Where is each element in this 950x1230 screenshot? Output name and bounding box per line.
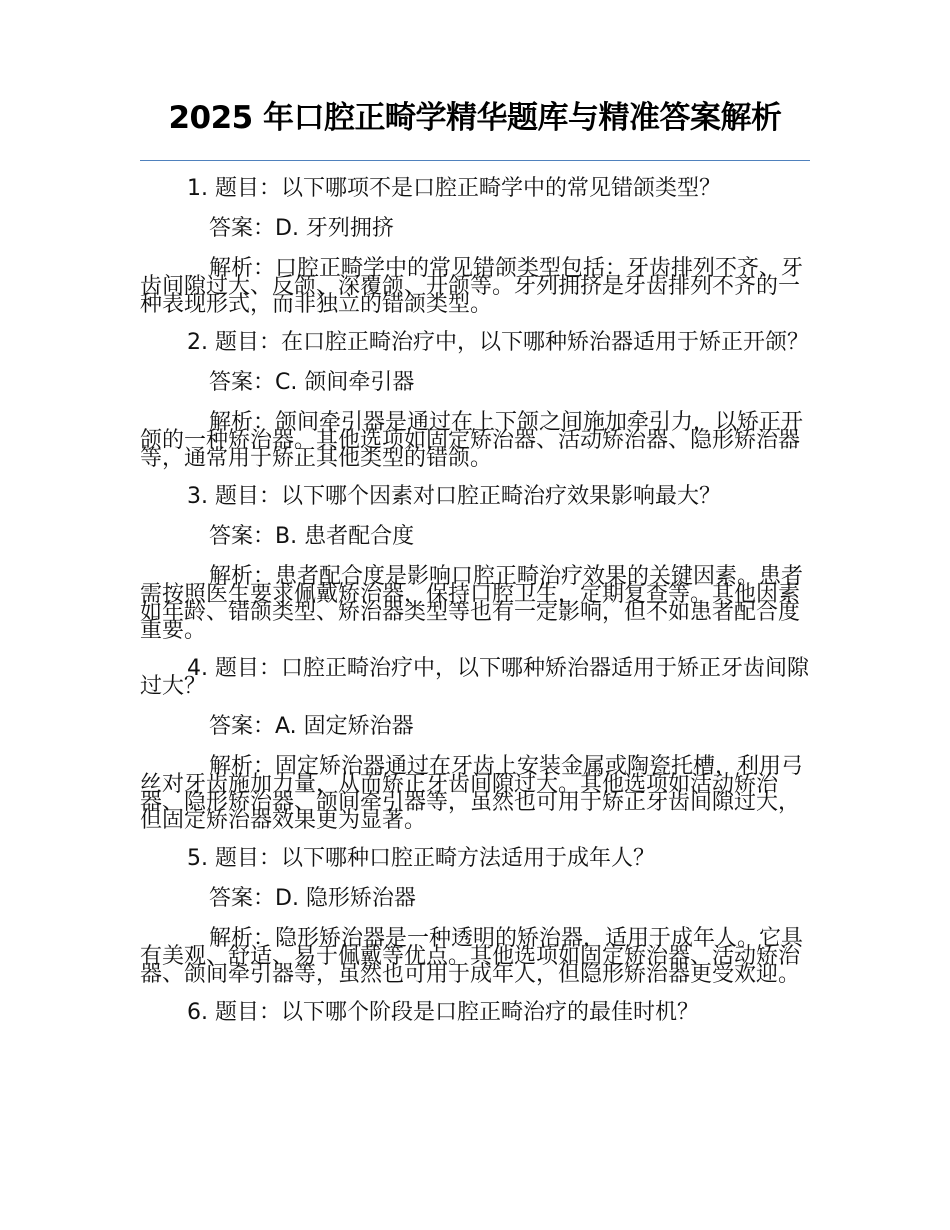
- answer-text: 答案：D. 隐形矫治器: [209, 886, 416, 911]
- answer-text: 答案：A. 固定矫治器: [209, 714, 414, 739]
- explanation-text: 解析：口腔正畸学中的常见错颌类型包括：牙齿排列不齐、牙齿间隙过大、反颌、深覆颌、开颌等。牙列拥挤是牙齿排列不齐的一种表现形式，而非独立的错颌类型。: [140, 256, 804, 317]
- answer-text: 答案：B. 患者配合度: [209, 524, 415, 549]
- document-title: 2025 年口腔正畸学精华题库与精准答案解析: [168, 100, 782, 136]
- question-item-3: [140, 484, 810, 643]
- question-text: 3. 题目：以下哪个因素对口腔正畸治疗效果影响最大？: [187, 484, 721, 509]
- question-list: [140, 176, 810, 1042]
- question-text: 1. 题目：以下哪项不是口腔正畸学中的常见错颌类型？: [187, 176, 721, 201]
- question-text: 6. 题目：以下哪个阶段是口腔正畸治疗的最佳时机？: [187, 1000, 699, 1025]
- explanation-text: 解析：患者配合度是影响口腔正畸治疗效果的关键因素。患者需按照医生要求佩戴矫治器，保持口腔卫生，定期复查等。其他因素如年龄、错颌类型、矫治器类型等也有一定影响，但不如患者配合度重要。: [140, 564, 804, 643]
- question-item-1: [140, 176, 810, 317]
- title-underline: [140, 160, 810, 161]
- explanation-text: 解析：颌间牵引器是通过在上下颌之间施加牵引力，以矫正开颌的一种矫治器。其他选项如固定矫治器、活动矫治器、隐形矫治器等，通常用于矫正其他类型的错颌。: [140, 410, 804, 471]
- explanation-text: 解析：固定矫治器通过在牙齿上安装金属或陶瓷托槽，利用弓丝对牙齿施加力量，从而矫正牙齿间隙过大。其他选项如活动矫治器、隐形矫治器、颌间牵引器等，虽然也可用于矫正牙齿间隙过大，但固定矫治器效果更为显著。: [140, 754, 804, 833]
- question-item-6: [140, 1000, 810, 1025]
- question-item-4: [140, 656, 810, 833]
- question-item-2: [140, 330, 810, 471]
- answer-text: 答案：C. 颌间牵引器: [209, 370, 415, 395]
- question-text: 5. 题目：以下哪种口腔正畸方法适用于成年人？: [187, 846, 655, 871]
- explanation-text: 解析：隐形矫治器是一种透明的矫治器，适用于成年人。它具有美观、舒适、易于佩戴等优点。其他选项如固定矫治器、活动矫治器、颌间牵引器等，虽然也可用于成年人，但隐形矫治器更受欢迎。: [140, 926, 804, 987]
- answer-text: 答案：D. 牙列拥挤: [209, 216, 394, 241]
- question-text: 2. 题目：在口腔正畸治疗中，以下哪种矫治器适用于矫正开颌？: [187, 330, 809, 355]
- question-text: 4. 题目：口腔正畸治疗中，以下哪种矫治器适用于矫正牙齿间隙过大？: [140, 656, 809, 699]
- question-item-5: [140, 846, 810, 987]
